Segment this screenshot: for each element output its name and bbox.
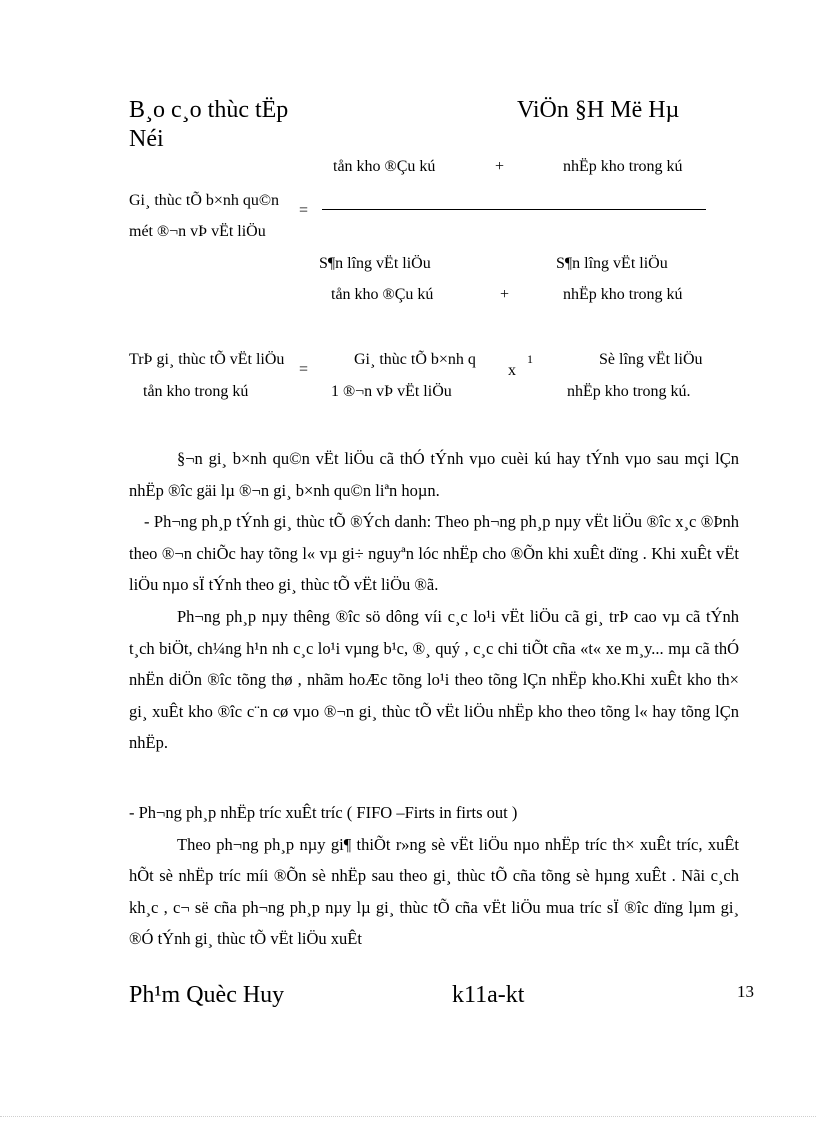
formula1-denominator-right-line1: S¶n lîng vËt liÖu bbox=[556, 255, 668, 272]
formula1-denominator-left-line2: tån kho ®Çu kú bbox=[331, 286, 434, 303]
formula1-lhs-line1: Gi¸ thùc tÕ b×nh qu©n bbox=[129, 192, 280, 209]
paragraph-method-usage: Ph¬ng ph¸p nµy thêng ®îc sö dông víi c¸c lo¹i vËt liÖu cã gi¸ trÞ cao vµ cã tÝnh t¸ch biÖt, ch¼ng h¹n nh c¸c lo¹i vµng b¹c, ®¸ quý , c¸c chi tiÕt cña «t« xe m¸y... mµ cã thÓ nhËn diÖn ®îc tõng thø , nhãm hoÆc tõng lo¹i theo tõng lÇn nhËp kho.Khi xuÊt kho th× gi¸ xuÊt kho ®îc c¨n cø vµo ®¬n gi¸ thùc tÕ vËt liÖu nhËp kho theo tõng l« hay tõng lÇn nhËp. bbox=[129, 606, 739, 753]
header-title-left-cont: Néi bbox=[129, 126, 164, 152]
page-number: 13 bbox=[737, 982, 754, 1001]
paragraph-specific-identification: - Ph¬ng ph¸p tÝnh gi¸ thùc tÕ ®Ých danh: Theo ph¬ng ph¸p nµy vËt liÖu ®îc x¸c ®Þnh theo ®¬n chiÕc hay tõng l« vµ gi÷ nguyªn lóc nhËp cho ®Õn khi xuÊt dïng . Khi xuÊt vËt liÖu nµo sÏ tÝnh theo gi¸ thùc tÕ vËt liÖu ®ã. bbox=[129, 512, 739, 595]
formula2-equals: = bbox=[299, 361, 309, 378]
formula1-denominator-right-line2: nhËp kho trong kú bbox=[563, 286, 683, 303]
header-title-right: ViÖn §H Më Hµ bbox=[517, 97, 680, 123]
formula2-lhs-line1: TrÞ gi¸ thùc tÕ vËt liÖu bbox=[129, 351, 285, 368]
formula2-mid-line1: Gi¸ thùc tÕ b×nh q bbox=[354, 351, 476, 368]
formula1-plus: + bbox=[495, 158, 505, 175]
formula1-numerator-right: nhËp kho trong kú bbox=[563, 158, 683, 175]
formula1-denominator-left-line1: S¶n lîng vËt liÖu bbox=[319, 255, 431, 272]
paragraph-fifo-heading: - Ph¬ng ph¸p nhËp tríc xuÊt tríc ( FIFO –Firts in firts out ) bbox=[129, 803, 518, 822]
header-title-left: B¸o c¸o thùc tËp bbox=[129, 97, 289, 123]
paragraph-fifo-description: Theo ph¬ng ph¸p nµy gi¶ thiÕt r»ng sè vËt liÖu nµo nhËp tríc th× xuÊt tríc, xuÊt hÕt sè nhËp tríc míi ®Õn sè nhËp sau theo gi¸ thùc tÕ cña tõng sè hµng xuÊt . Nãi c¸ch kh¸c , c¬ së cña ph¬ng ph¸p nµy lµ gi¸ thùc tÕ cña vËt liÖu mua tríc sÏ ®îc dïng lµm gi¸ ®Ó tÝnh gi¸ thùc tÕ vËt liÖu xuÊt bbox=[129, 834, 739, 949]
page-border bbox=[0, 1116, 816, 1117]
formula2-rhs-line2: nhËp kho trong kú. bbox=[567, 383, 691, 400]
formula1-fraction-line bbox=[322, 209, 706, 210]
formula2-mid-line2: 1 ®¬n vÞ vËt liÖu bbox=[331, 383, 452, 400]
formula1-lhs-line2: mét ®¬n vÞ vËt liÖu bbox=[129, 223, 266, 240]
footer-class: k11a-kt bbox=[452, 982, 525, 1008]
formula2-lhs-line2: tån kho trong kú bbox=[143, 383, 249, 400]
formula1-denominator-plus: + bbox=[500, 286, 510, 303]
formula1-equals: = bbox=[299, 202, 309, 219]
footer-author: Ph¹m Quèc Huy bbox=[129, 982, 285, 1008]
formula2-times: x bbox=[508, 362, 516, 379]
body-text-fifo bbox=[129, 797, 739, 955]
body-text bbox=[129, 443, 739, 759]
formula1-numerator-left: tån kho ®Çu kú bbox=[333, 158, 436, 175]
formula2-superscript: 1 bbox=[527, 352, 533, 366]
paragraph-average-price: §¬n gi¸ b×nh qu©n vËt liÖu cã thÓ tÝnh vµo cuèi kú hay tÝnh vµo sau mçi lÇn nhËp ®îc gäi lµ ®¬n gi¸ b×nh qu©n liªn hoµn. bbox=[129, 449, 739, 500]
formula2-rhs-line1: Sè lîng vËt liÖu bbox=[599, 351, 703, 368]
